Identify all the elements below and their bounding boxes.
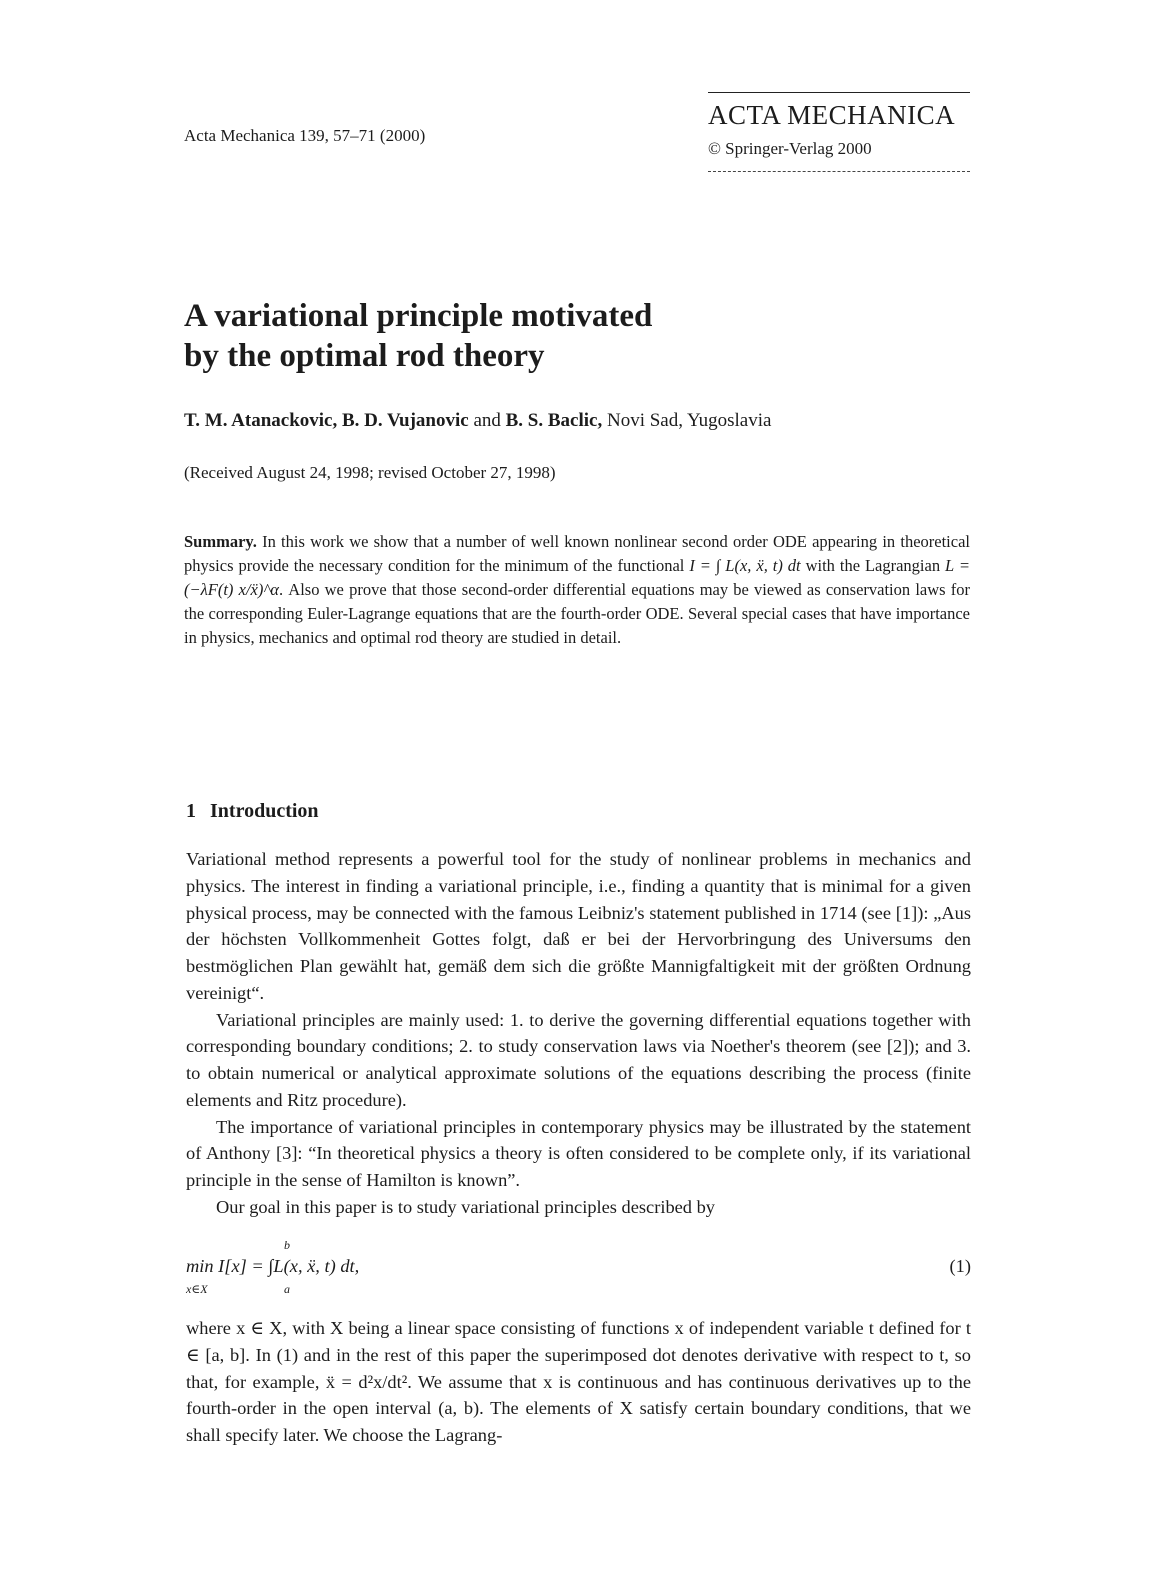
summary-label: Summary.: [184, 532, 257, 551]
summary-text-2: with the Lagrangian: [805, 555, 941, 575]
introduction-body-continued: [186, 1315, 971, 1449]
author-3: B. S. Baclic,: [505, 410, 603, 431]
introduction-body: [186, 846, 971, 1221]
paragraph-4: Our goal in this paper is to study variational principles described by: [216, 1196, 715, 1217]
equation-upper-limit: b: [284, 1238, 290, 1252]
title-line-2: by the optimal rod theory: [184, 338, 545, 375]
section-title: Introduction: [210, 800, 319, 822]
received-dates: (Received August 24, 1998; revised October 27, 1998): [184, 463, 556, 482]
paragraph-5: where x ∈ X, with X being a linear space consisting of functions x of independent variable t defined for t ∈ [a, b]. In (1) and in the rest of this paper the superimposed dot denotes derivative with respect to t, so that, for example, ẍ = d²x/dt². We assume that x is continuous and has continuous derivatives up to the fourth-order in the open interval (a, b). The elements of X satisfy certain boundary conditions, that we shall specify later. We choose the Lagrang-: [186, 1318, 971, 1446]
equation-body: min I[x] = ∫L(x, ẍ, t) dt,: [186, 1256, 360, 1276]
copyright-notice: © Springer-Verlag 2000: [708, 138, 872, 158]
masthead-top-rule: [708, 92, 970, 93]
author-1: T. M. Atanackovic,: [184, 410, 338, 431]
equation-number: (1): [949, 1256, 971, 1276]
equation-1: [186, 1238, 971, 1298]
summary-text-1: In this work we show that a number of well known nonlinear second order ODE appearing in theoretical physics provide the necessary condition for the minimum of the functional: [184, 532, 970, 575]
author-2: B. D. Vujanovic: [341, 410, 469, 431]
paragraph-3: The importance of variational principles in contemporary physics may be illustrated by the statement of Anthony [3]: “In theoretical physics a theory is often considered to be complete only, if its variational principle in the sense of Hamilton is known”.: [186, 1116, 971, 1191]
section-number: 1: [186, 800, 196, 822]
paragraph-1: Variational method represents a powerful tool for the study of nonlinear problems in mechanics and physics. The interest in finding a variational principle, i.e., finding a quantity that is minimal for a given physical process, may be connected with the famous Leibniz's statement published in 1714 (see [1]): „Aus der höchsten Vollkommenheit Gottes folgt, daß er bei der Hervorbringung des Universums den bestmöglichen Plan gewählt hat, gemäß dem sich die größte Mannigfaltigkeit mit der größten Ordnung vereinigt“.: [186, 849, 971, 1003]
equation-subscript: x∈X: [186, 1282, 208, 1296]
summary-text-3: . Also we prove that those second-order differential equations may be viewed as conservation laws for the corresponding Euler-Lagrange equations that are the fourth-order ODE. Several special cases that have importance in physics, mechanics and optimal rod theory are studied in detail.: [184, 579, 970, 647]
author-conjunction: and: [473, 410, 501, 431]
journal-name: ACTA MECHANICA: [708, 100, 956, 130]
equation-lower-limit: a: [284, 1282, 290, 1296]
author-list: [184, 410, 771, 432]
summary-abstract: [184, 530, 970, 650]
paragraph-2: Variational principles are mainly used: 1. to derive the governing differential equations together with corresponding boundary conditions; 2. to study conservation laws via Noether's theorem (see [2]); and 3. to obtain numerical or analytical approximate solutions of the equations describing the process (finite elements and Ritz procedure).: [186, 1009, 971, 1110]
summary-functional-formula: I = ∫ L(x, ẍ, t) dt: [689, 555, 801, 575]
author-affiliation: Novi Sad, Yugoslavia: [606, 410, 772, 431]
journal-citation: Acta Mechanica 139, 57–71 (2000): [184, 126, 426, 145]
journal-masthead: [708, 92, 970, 172]
section-heading-introduction: [186, 800, 319, 823]
masthead-bottom-rule: [708, 171, 970, 172]
paper-title: [184, 296, 652, 377]
summary-lagrangian-formula: L = (−λF(t) x/ẍ)^α: [184, 555, 971, 599]
title-line-1: A variational principle motivated: [184, 298, 653, 334]
